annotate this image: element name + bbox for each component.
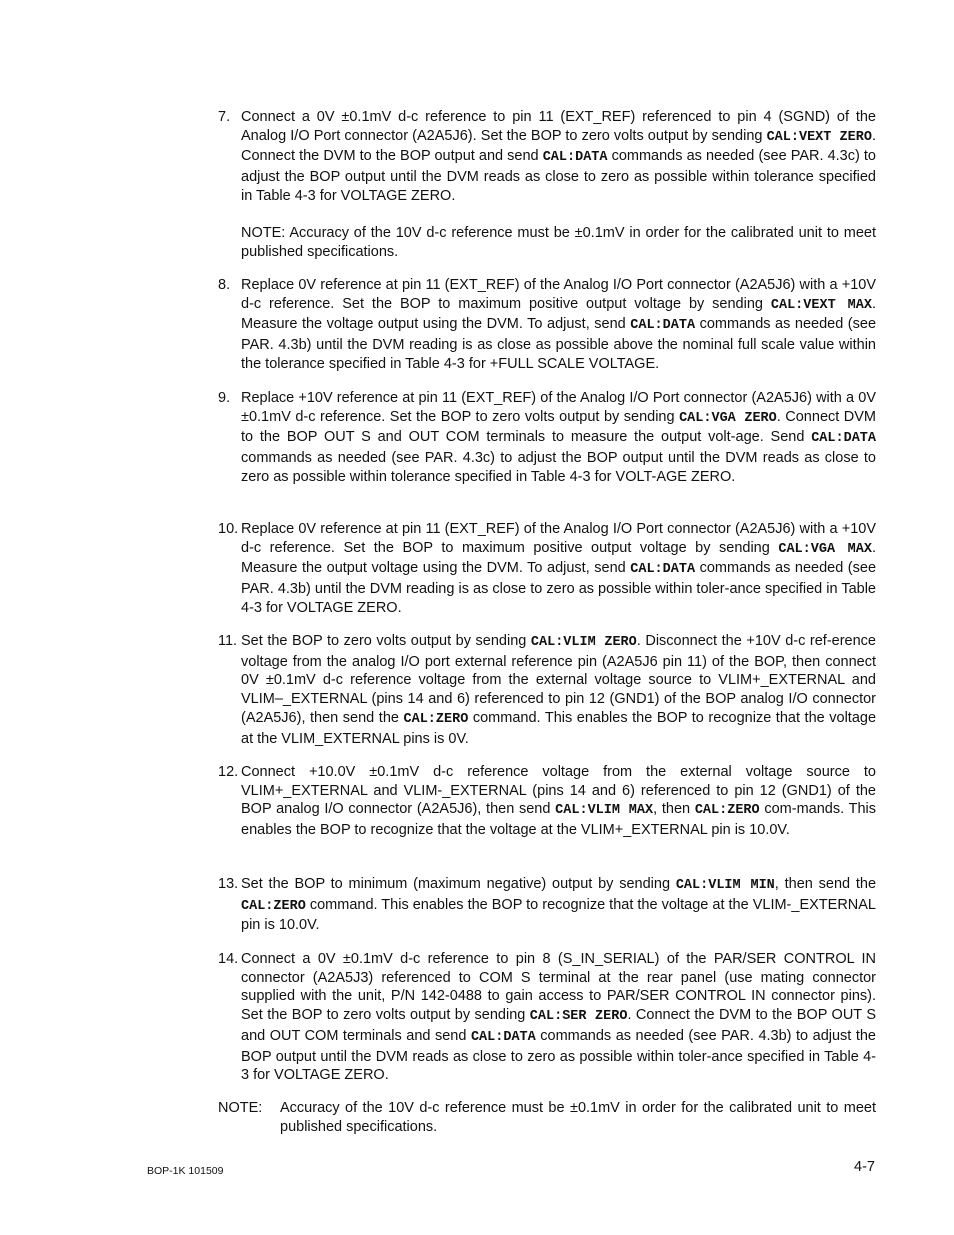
step-note: NOTE: Accuracy of the 10V d-c reference must be ±0.1mV in order for the calibrated unit to meet published specifications. <box>241 225 876 260</box>
scpi-command: CAL:VLIM ZERO <box>530 635 637 650</box>
text-run: . Measure the voltage output using the DVM. To adjust, send <box>241 295 877 333</box>
step-number: 12. <box>218 764 239 780</box>
step-text <box>241 520 876 618</box>
text-run: Connect +10.0V ±0.1mV d-c reference voltage from the external voltage source to VLIM+_EXTERNAL and VLIM-_EXTERNAL (pins 14 and 6) referenced to pin 12 (GND1) of the BOP analog I/O connector (A2A5J6), then send <box>241 764 876 818</box>
scpi-command: CAL:ZERO <box>694 803 760 819</box>
note-text: Accuracy of the 10V d-c reference must be ±0.1mV in order for the calibrated unit to meet published specifications. <box>280 1100 876 1135</box>
text-run: . Connect the DVM to the BOP output and send <box>241 127 876 165</box>
text-run: commands as needed (see PAR. 4.3c) to adjust the BOP output until the DVM reads as close to zero as possible within tolerance specified in Table 4-3 for VOLT-AGE ZERO. <box>241 450 876 485</box>
step-number: 14. <box>218 951 239 967</box>
step-number: 9. <box>218 390 231 406</box>
text-run: commands as needed (see PAR. 4.3b) until the DVM reading is as close to zero as possible within toler-ance specified in Table 4-3 for VOLTAGE ZERO. <box>241 560 877 616</box>
step-number: 13. <box>218 876 239 892</box>
scpi-command: CAL:DATA <box>630 562 696 578</box>
text-run: . Measure the output voltage using the DVM. To adjust, send <box>241 539 876 577</box>
scpi-command: CAL:ZERO <box>241 898 306 914</box>
scpi-command: CAL:VEXT ZERO <box>766 129 872 145</box>
scpi-command: CAL:ZERO <box>403 711 469 727</box>
text-run: command. This enables the BOP to recognize that the voltage at the VLIM_EXTERNAL pins is 0V. <box>241 709 877 747</box>
text-run: Replace 0V reference at pin 11 (EXT_REF) of the Analog I/O Port connector (A2A5J6) with a +10V d-c reference. Set the BOP to maximum positive output voltage by sending <box>241 277 876 312</box>
text-run: com-mands. This enables the BOP to recognize that the voltage at the VLIM+_EXTERNAL pin is 10.0V. <box>241 801 876 839</box>
text-run: , then <box>653 801 695 818</box>
text-run: Replace +10V reference at pin 11 (EXT_REF) of the Analog I/O Port connector (A2A5J6) with a 0V ±0.1mV d-c reference. Set the BOP to zero volts output by sending <box>241 390 876 425</box>
note-label: NOTE: <box>218 1100 263 1116</box>
text-run: Connect a 0V ±0.1mV d-c reference to pin 8 (S_IN_SERIAL) of the PAR/SER CONTROL IN connector (A2A5J3) referenced to COM S terminal at the rear panel (use mating connector supplied with the unit, P/N 142-0488 to gain access to PAR/SER CONTROL IN connector pins). Set the BOP to zero volts output by sending <box>241 951 876 1024</box>
step-text <box>241 875 876 935</box>
step-text <box>241 632 876 748</box>
step-paragraph <box>241 950 876 1085</box>
scpi-command: CAL:VGA ZERO <box>679 410 777 426</box>
scpi-command: CAL:DATA <box>811 431 876 447</box>
scpi-command: CAL:VLIM MAX <box>555 803 654 819</box>
step-number: 8. <box>218 277 231 293</box>
step-number: 7. <box>218 109 231 125</box>
page-number: 4-7 <box>854 1159 875 1175</box>
step-text <box>241 389 876 487</box>
scpi-command: CAL:DATA <box>630 318 696 334</box>
step-paragraph <box>241 389 876 487</box>
scpi-command: CAL:SER ZERO <box>529 1009 628 1025</box>
text-run: commands as needed (see PAR. 4.3c) to adjust the BOP output until the DVM reads as close to zero as possible within tolerance specified in Table 4-3 for VOLTAGE ZERO. <box>241 148 876 204</box>
text-run: Replace 0V reference at pin 11 (EXT_REF) of the Analog I/O Port connector (A2A5J6) with a +10V d-c reference. Set the BOP to maximum positive output voltage by sending <box>241 521 876 556</box>
footer-doc-id: BOP-1K 101509 <box>147 1165 224 1177</box>
text-run: commands as needed (see PAR. 4.3b) until the DVM reading is as close as possible above the nominal full scale value within the tolerance specified in Table 4-3 for +FULL SCALE VOLTAGE. <box>241 316 877 372</box>
step-paragraph <box>241 763 876 840</box>
text-run: . Disconnect the +10V d-c ref-erence voltage from the analog I/O port external reference pin (A2A5J6 pin 11) of the BOP, then connect 0V ±0.1mV d-c reference voltage from the external voltage source to VLIM+_EXTERNAL and VLIM–_EXTERNAL (pins 14 and 6) referenced to pin 12 (GND1) of the BOP analog I/O connector (A2A5J6), then send the <box>241 633 876 726</box>
text-run: command. This enables the BOP to recognize that the voltage at the VLIM-_EXTERNAL pin is 10.0V. <box>241 896 876 934</box>
step-paragraph <box>241 875 876 935</box>
step-text <box>241 276 876 374</box>
step-number: 10. <box>218 521 239 537</box>
step-number: 11. <box>218 633 238 649</box>
step-text <box>241 763 876 840</box>
scpi-command: CAL:VEXT MAX <box>770 297 872 313</box>
step-paragraph <box>241 520 876 618</box>
step-text <box>241 950 876 1085</box>
text-run: . Connect the DVM to the BOP OUT S and OUT COM terminals and send <box>241 1007 877 1044</box>
scpi-command: CAL:VGA MAX <box>778 541 872 557</box>
step-text <box>241 108 876 262</box>
text-run: commands as needed (see PAR. 4.3b) to adjust the BOP output until the DVM reads as close to zero as possible within toler-ance specified in Table 4-3 for VOLTAGE ZERO. <box>241 1027 876 1084</box>
scpi-command: CAL:VLIM MIN <box>675 878 775 893</box>
step-paragraph <box>241 276 876 374</box>
text-run: . Connect DVM to the BOP OUT S and OUT COM terminals to measure the output volt-age. Send <box>241 408 876 446</box>
scpi-command: CAL:DATA <box>542 150 608 166</box>
text-run: Set the BOP to zero volts output by sending <box>241 633 531 649</box>
text-run: Set the BOP to minimum (maximum negative) output by sending <box>241 876 676 892</box>
step-paragraph <box>241 632 876 748</box>
text-run: Connect a 0V ±0.1mV d-c reference to pin 11 (EXT_REF) referenced to pin 4 (SGND) of the Analog I/O Port connector (A2A5J6). Set the BOP to zero volts output by sending <box>241 109 876 144</box>
text-run: , then send the <box>774 876 877 892</box>
scpi-command: CAL:DATA <box>470 1029 536 1045</box>
step-paragraph <box>241 108 876 206</box>
